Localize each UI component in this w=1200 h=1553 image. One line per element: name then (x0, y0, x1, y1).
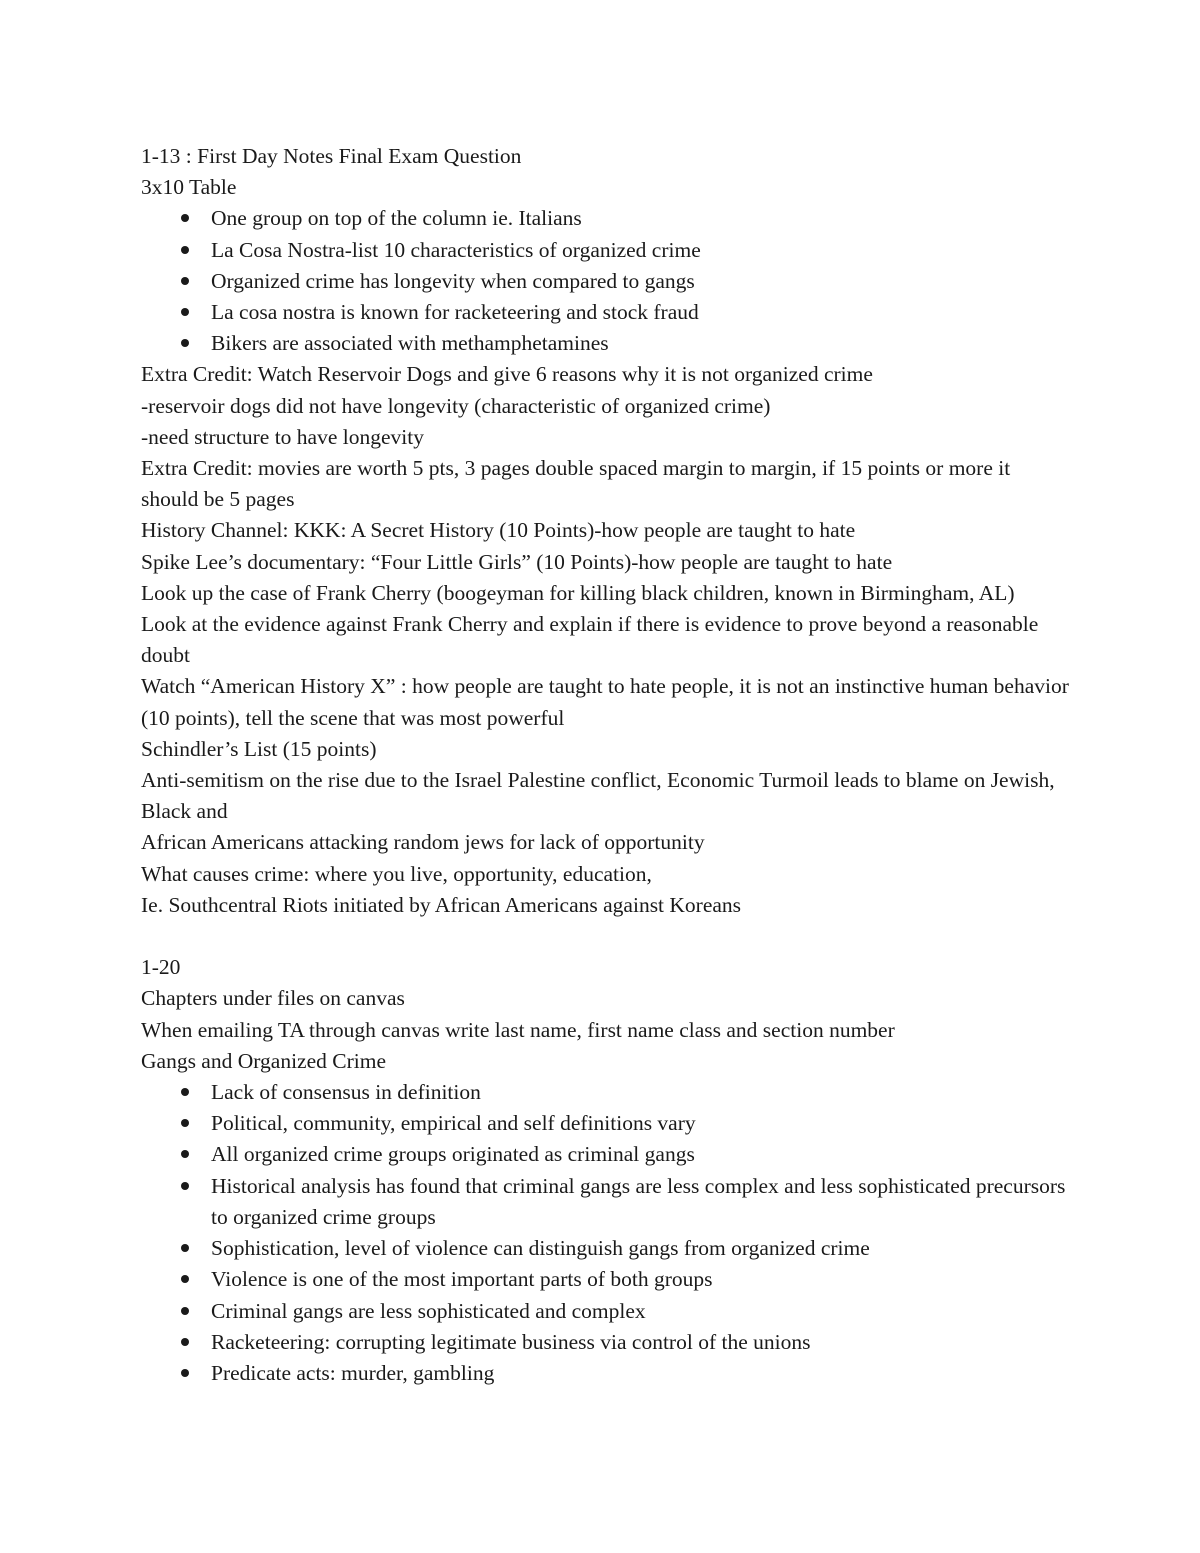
bullet-icon (181, 277, 189, 285)
section-heading-1-13: 1-13 : First Day Notes Final Exam Question (141, 144, 522, 168)
list-item: La cosa nostra is known for racketeering and stock fraud (141, 297, 1071, 328)
bullet-icon (181, 1307, 189, 1315)
bullet-icon (181, 1275, 189, 1283)
bullet-icon (181, 1150, 189, 1158)
text-line: Extra Credit: Watch Reservoir Dogs and give 6 reasons why it is not organized crime (141, 362, 873, 387)
text-line: Anti-semitism on the rise due to the Israel Palestine conflict, Economic Turmoil leads to blame on Jewish, Black and (141, 768, 1055, 824)
bullet-list-1 (141, 203, 1071, 359)
text-line: Ie. Southcentral Riots initiated by African Americans against Koreans (141, 892, 742, 917)
list-item: Bikers are associated with methamphetamines (141, 328, 1071, 359)
text-line: Schindler’s List (15 points) (141, 736, 377, 761)
text-line: History Channel: KKK: A Secret History (10 Points)-how people are taught to hate (141, 518, 856, 543)
bullet-icon (181, 339, 189, 347)
text-line: Watch “American History X” : how people are taught to hate people, it is not an instinctive human behavior (10 points), tell the scene that was most powerful (141, 674, 1069, 730)
text-line: Look up the case of Frank Cherry (boogeyman for killing black children, known in Birmingham, AL) (141, 580, 1015, 605)
list-item: Sophistication, level of violence can distinguish gangs from organized crime (141, 1233, 1071, 1264)
bullet-icon (181, 246, 189, 254)
list-item: Historical analysis has found that criminal gangs are less complex and less sophisticated precursors to organized crime groups (141, 1171, 1071, 1233)
list-item: La Cosa Nostra-list 10 characteristics of organized crime (141, 235, 1071, 266)
text-line: -need structure to have longevity (141, 424, 424, 449)
text-line: When emailing TA through canvas write last name, first name class and section number (141, 1017, 895, 1042)
text-line: Look at the evidence against Frank Cherry and explain if there is evidence to prove beyond a reasonable doubt (141, 612, 1039, 668)
list-item: Racketeering: corrupting legitimate business via control of the unions (141, 1327, 1071, 1358)
table-note: 3x10 Table (141, 175, 237, 200)
bullet-icon (181, 1182, 189, 1190)
list-item: Political, community, empirical and self definitions vary (141, 1108, 1071, 1139)
bullet-list-2 (141, 1077, 1071, 1389)
bullet-icon (181, 1338, 189, 1346)
list-item: All organized crime groups originated as criminal gangs (141, 1139, 1071, 1170)
text-line: Spike Lee’s documentary: “Four Little Girls” (10 Points)-how people are taught to hate (141, 549, 893, 574)
text-line: African Americans attacking random jews for lack of opportunity (141, 830, 705, 855)
text-line: Extra Credit: movies are worth 5 pts, 3 pages double spaced margin to margin, if 15 points or more it should be 5 pages (141, 456, 1011, 512)
text-line: Gangs and Organized Crime (141, 1048, 386, 1073)
bullet-icon (181, 214, 189, 222)
blank-line (141, 921, 1071, 952)
bullet-icon (181, 1119, 189, 1127)
list-item: Organized crime has longevity when compared to gangs (141, 266, 1071, 297)
list-item: Violence is one of the most important parts of both groups (141, 1264, 1071, 1295)
list-item: Predicate acts: murder, gambling (141, 1358, 1071, 1389)
text-line: What causes crime: where you live, opportunity, education, (141, 861, 652, 886)
bullet-icon (181, 1244, 189, 1252)
list-item: Lack of consensus in definition (141, 1077, 1071, 1108)
section-heading-1-20: 1-20 (141, 955, 181, 980)
bullet-icon (181, 1088, 189, 1096)
text-line: -reservoir dogs did not have longevity (characteristic of organized crime) (141, 393, 771, 418)
list-item: Criminal gangs are less sophisticated and complex (141, 1296, 1071, 1327)
bullet-icon (181, 1369, 189, 1377)
text-line: Chapters under files on canvas (141, 986, 405, 1011)
bullet-icon (181, 308, 189, 316)
list-item: One group on top of the column ie. Italians (141, 203, 1071, 234)
document-page (141, 141, 1071, 1389)
